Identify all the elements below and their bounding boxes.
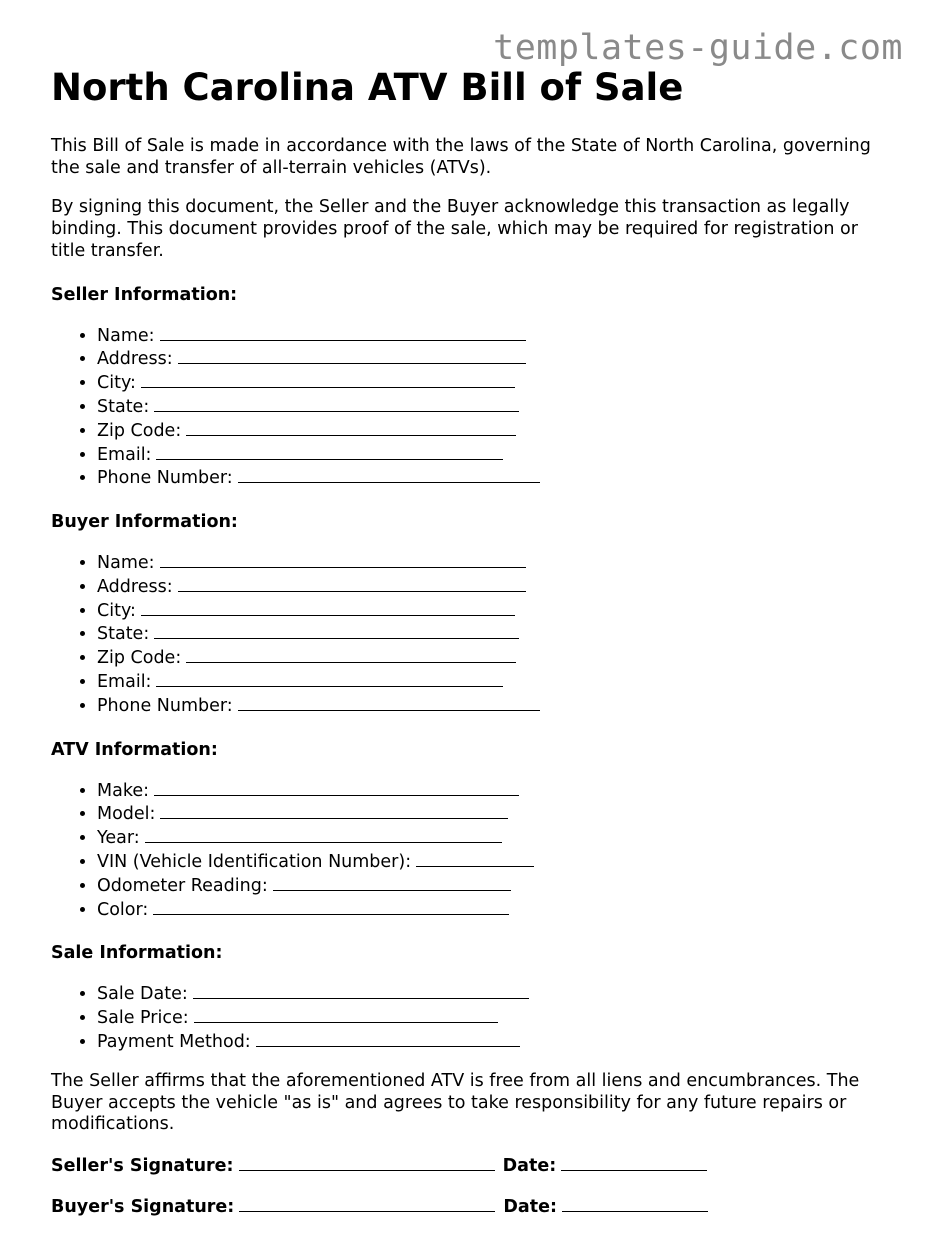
seller-city-item (97, 371, 891, 395)
field-label: Phone Number: (97, 695, 233, 716)
payment-method-field[interactable] (256, 1030, 520, 1047)
atv-make-item (97, 779, 891, 803)
field-label: VIN (Vehicle Identification Number): (97, 852, 412, 873)
seller-state-field[interactable] (154, 395, 519, 412)
atv-model-item (97, 802, 891, 826)
field-label: Payment Method: (97, 1032, 251, 1053)
buyer-phone-item (97, 694, 891, 718)
field-label: Color: (97, 899, 149, 920)
seller-city-field[interactable] (141, 371, 515, 388)
field-label: Address: (97, 349, 173, 370)
buyer-list (51, 551, 891, 718)
field-label: Name: (97, 325, 155, 346)
buyer-signature-row (51, 1195, 891, 1218)
buyer-signature-field[interactable] (239, 1195, 495, 1212)
seller-date-field[interactable] (561, 1154, 707, 1171)
seller-name-item (97, 324, 891, 348)
buyer-state-item (97, 622, 891, 646)
buyer-email-item (97, 670, 891, 694)
buyer-address-item (97, 575, 891, 599)
field-label: Sale Price: (97, 1008, 189, 1029)
field-label: City: (97, 600, 136, 621)
buyer-date-field[interactable] (562, 1195, 708, 1212)
seller-email-field[interactable] (156, 443, 503, 460)
seller-email-item (97, 443, 891, 467)
buyer-phone-field[interactable] (238, 694, 540, 711)
atv-make-field[interactable] (154, 779, 519, 796)
atv-model-field[interactable] (160, 802, 508, 819)
sale-price-field[interactable] (194, 1006, 498, 1023)
field-label: Zip Code: (97, 420, 182, 441)
document-page (51, 64, 891, 1236)
buyer-zip-field[interactable] (186, 646, 516, 663)
field-label: City: (97, 373, 136, 394)
sale-date-item (97, 982, 891, 1006)
payment-method-item (97, 1030, 891, 1054)
intro-paragraph-2: By signing this document, the Seller and the Buyer acknowledge this transaction as legally binding. This document provides proof of the sale, which may be required for registration or title transfer. (51, 197, 858, 261)
atv-vin-item (97, 850, 891, 874)
sale-heading: Sale Information: (51, 943, 223, 964)
atv-odometer-item (97, 874, 891, 898)
field-label: Zip Code: (97, 648, 182, 669)
atv-year-field[interactable] (145, 826, 502, 843)
atv-vin-field[interactable] (416, 850, 534, 867)
field-label: Address: (97, 576, 173, 597)
buyer-name-item (97, 551, 891, 575)
page-title: North Carolina ATV Bill of Sale (51, 66, 684, 109)
buyer-zip-item (97, 646, 891, 670)
field-label: Make: (97, 780, 149, 801)
buyer-date-label: Date: (503, 1196, 557, 1217)
seller-signature-row (51, 1154, 891, 1177)
buyer-signature-label: Buyer's Signature: (51, 1196, 235, 1217)
watermark: templates-guide.com (493, 28, 903, 68)
atv-heading: ATV Information: (51, 739, 218, 760)
field-label: Email: (97, 672, 152, 693)
seller-date-label: Date: (502, 1155, 557, 1176)
seller-zip-item (97, 419, 891, 443)
field-label: Email: (97, 444, 152, 465)
field-label: Sale Date: (97, 984, 188, 1005)
seller-signature-field[interactable] (239, 1154, 495, 1171)
buyer-state-field[interactable] (154, 622, 519, 639)
atv-color-field[interactable] (153, 898, 509, 915)
seller-zip-field[interactable] (186, 419, 516, 436)
sale-price-item (97, 1006, 891, 1030)
buyer-heading: Buyer Information: (51, 512, 238, 533)
seller-name-field[interactable] (160, 324, 526, 341)
seller-heading: Seller Information: (51, 284, 238, 305)
sale-list (51, 982, 891, 1053)
seller-phone-field[interactable] (238, 466, 540, 483)
buyer-email-field[interactable] (156, 670, 503, 687)
field-label: Year: (97, 828, 140, 849)
buyer-name-field[interactable] (160, 551, 526, 568)
intro-paragraph-1: This Bill of Sale is made in accordance with the laws of the State of North Carolina, governing the sale and transfer of all-terrain vehicles (ATVs). (51, 136, 871, 178)
seller-state-item (97, 395, 891, 419)
buyer-address-field[interactable] (178, 575, 526, 592)
field-label: State: (97, 624, 150, 645)
sale-date-field[interactable] (193, 982, 529, 999)
field-label: State: (97, 396, 150, 417)
atv-list (51, 779, 891, 922)
atv-odometer-field[interactable] (273, 874, 511, 891)
field-label: Odometer Reading: (97, 875, 268, 896)
atv-year-item (97, 826, 891, 850)
field-label: Name: (97, 553, 155, 574)
seller-address-field[interactable] (178, 347, 526, 364)
buyer-city-item (97, 599, 891, 623)
seller-list (51, 324, 891, 491)
field-label: Model: (97, 804, 156, 825)
seller-phone-item (97, 466, 891, 490)
affirmation-paragraph: The Seller affirms that the aforementioned ATV is free from all liens and encumbrances. The Buyer accepts the vehicle "as is" and agrees to take responsibility for any future repairs or modifications. (51, 1070, 860, 1135)
atv-color-item (97, 898, 891, 922)
field-label: Phone Number: (97, 468, 233, 489)
buyer-city-field[interactable] (141, 599, 515, 616)
seller-signature-label: Seller's Signature: (51, 1155, 234, 1176)
seller-address-item (97, 347, 891, 371)
